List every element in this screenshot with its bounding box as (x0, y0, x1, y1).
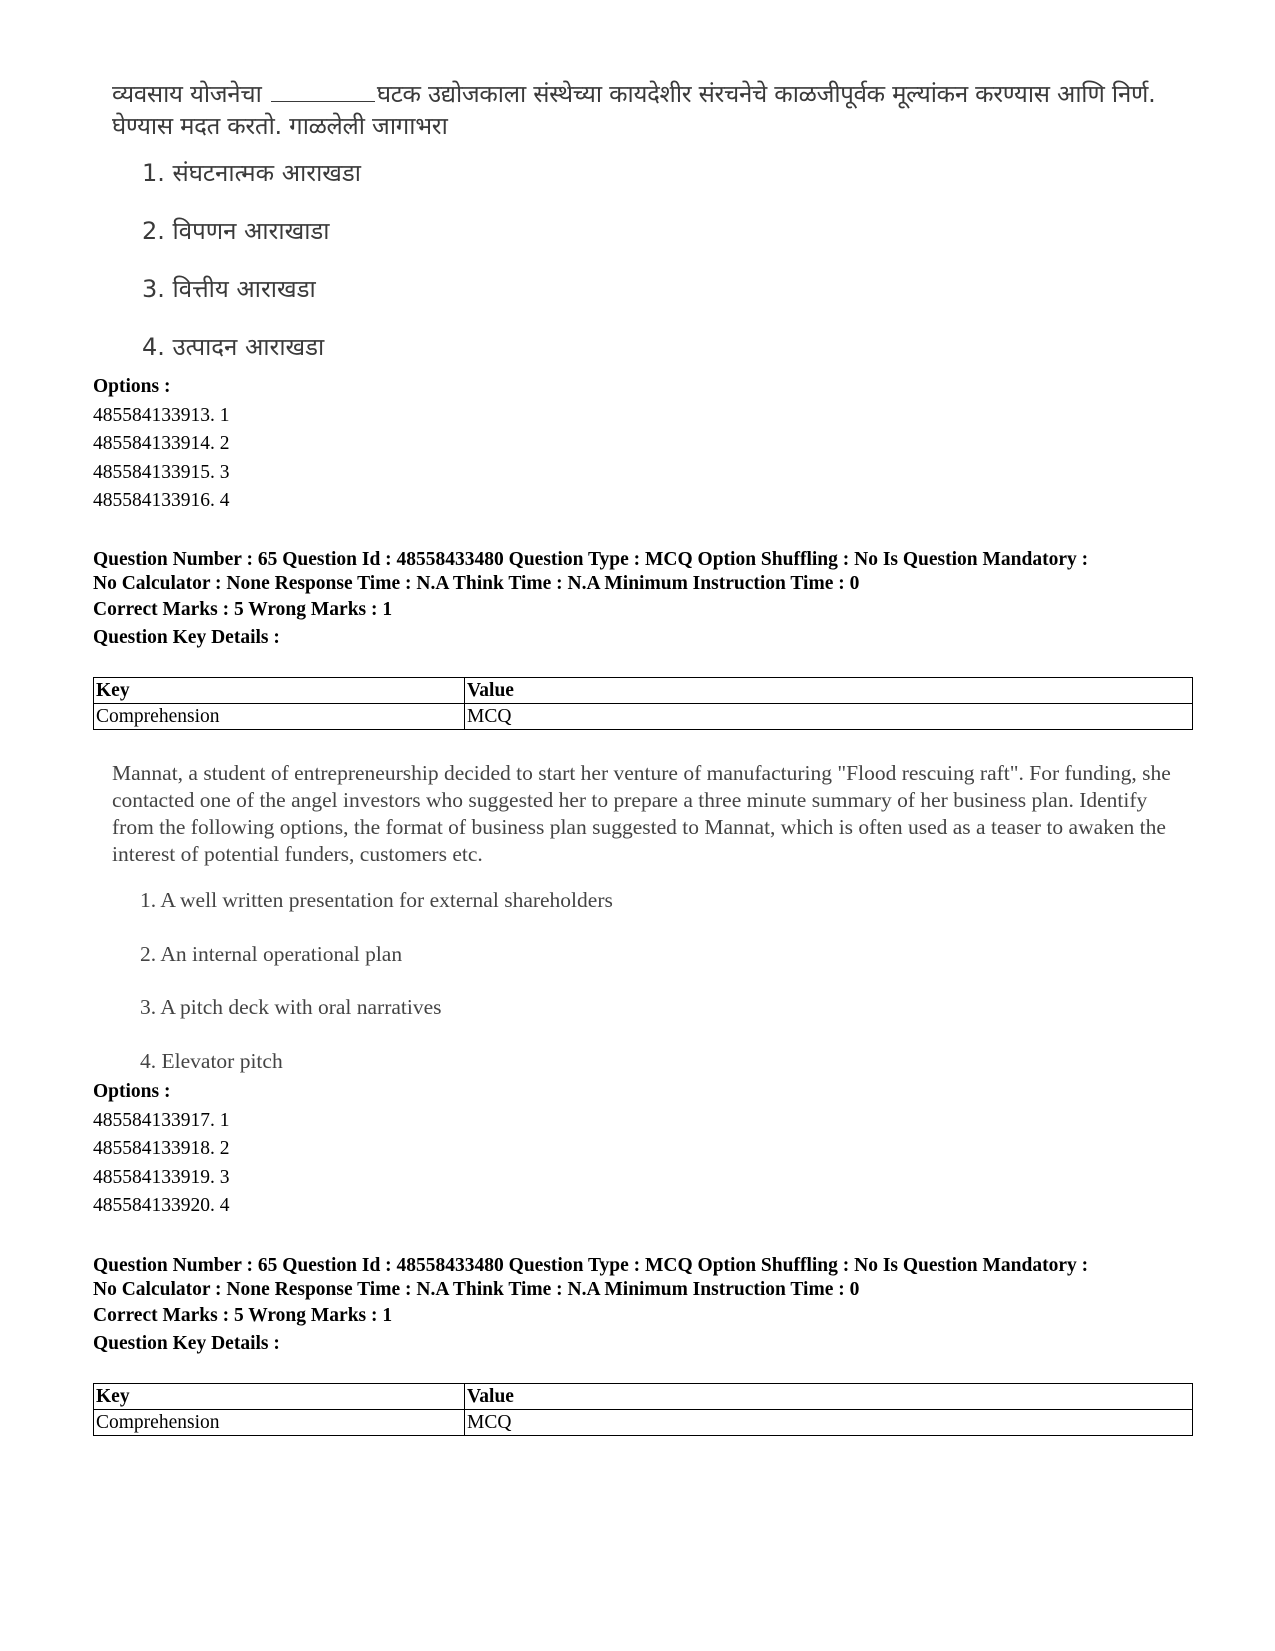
choice-item: 3. वित्तीय आराखडा (142, 275, 316, 303)
question-65-meta-2 (93, 1254, 1203, 1358)
table-cell-key: Comprehension (94, 704, 465, 730)
question-65-stem: Mannat, a student of entrepreneurship decided to start her venture of manufacturing "Flood rescuing raft". For funding, she contacted one of the angel investors who suggested her to prepare a three minute summary of her business plan. Identify from the following options, the format of business plan suggested to Mannat, which is often used as a teaser to awaken the interest of potential funders, customers etc. (112, 761, 1171, 866)
options-heading: Options : (93, 376, 171, 397)
options-list-1 (93, 373, 1193, 516)
key-details-heading: Question Key Details : (93, 1333, 280, 1354)
option-item: 485584133916. 4 (93, 490, 230, 511)
question-64-stem (112, 78, 1172, 142)
option-item: 485584133914. 2 (93, 433, 230, 454)
option-item: 485584133917. 1 (93, 1109, 230, 1131)
key-value-table-2 (93, 1383, 1193, 1436)
table-cell-value: MCQ (465, 1410, 1193, 1436)
table-header-row (94, 1384, 1193, 1410)
question-meta-line: Question Number : 65 Question Id : 48558433480 Question Type : MCQ Option Shuffling : No Is Question Mandatory : (93, 549, 1089, 570)
table-header-value: Value (465, 1384, 1193, 1410)
question-65-meta-1 (93, 548, 1203, 652)
options-list-2 (93, 1078, 1193, 1221)
choice-item: 4. Elevator pitch (140, 1048, 283, 1073)
table-header-value: Value (465, 678, 1193, 704)
table-header-key: Key (94, 678, 465, 704)
question-64-choices (112, 158, 1172, 390)
question-meta-line: No Calculator : None Response Time : N.A Think Time : N.A Minimum Instruction Time : 0 (93, 1279, 860, 1300)
option-item: 485584133915. 3 (93, 461, 230, 483)
question-meta-line: No Calculator : None Response Time : N.A Think Time : N.A Minimum Instruction Time : 0 (93, 573, 860, 594)
choice-item: 3. A pitch deck with oral narratives (140, 995, 442, 1019)
question-meta-line: Question Number : 65 Question Id : 48558433480 Question Type : MCQ Option Shuffling : No Is Question Mandatory : (93, 1255, 1089, 1276)
key-value-table-1 (93, 677, 1193, 730)
marks-line: Correct Marks : 5 Wrong Marks : 1 (93, 599, 393, 620)
option-item: 485584133920. 4 (93, 1195, 230, 1216)
choice-item: 1. संघटनात्मक आराखडा (142, 159, 361, 187)
options-heading: Options : (93, 1081, 171, 1102)
table-row (94, 704, 1193, 730)
table-cell-value: MCQ (465, 704, 1193, 730)
table-header-key: Key (94, 1384, 465, 1410)
fill-in-blank (271, 81, 375, 102)
option-item: 485584133918. 2 (93, 1138, 230, 1159)
table-row (94, 1410, 1193, 1436)
question-65-image (112, 760, 1172, 1100)
choice-item: 4. उत्पादन आराखडा (142, 333, 325, 361)
question-64-stem-start: व्यवसाय योजनेचा (112, 80, 262, 108)
question-65-choices (112, 886, 1172, 1100)
choice-item: 1. A well written presentation for external shareholders (140, 888, 613, 912)
option-item: 485584133919. 3 (93, 1166, 230, 1188)
key-details-heading: Question Key Details : (93, 627, 280, 648)
question-64-stem-end: घटक उद्योजकाला संस्थेच्या कायदेशीर संरचनेचे काळजीपूर्वक मूल्यांकन करण्यास आणि निर्ण. घेण्यास मदत करतो. गाळलेली जागाभरा (112, 80, 1156, 140)
table-header-row (94, 678, 1193, 704)
table-cell-key: Comprehension (94, 1410, 465, 1436)
marks-line: Correct Marks : 5 Wrong Marks : 1 (93, 1305, 393, 1326)
option-item: 485584133913. 1 (93, 404, 230, 426)
question-64-image (112, 78, 1172, 390)
choice-item: 2. विपणन आराखाडा (142, 217, 330, 245)
choice-item: 2. An internal operational plan (140, 941, 403, 966)
